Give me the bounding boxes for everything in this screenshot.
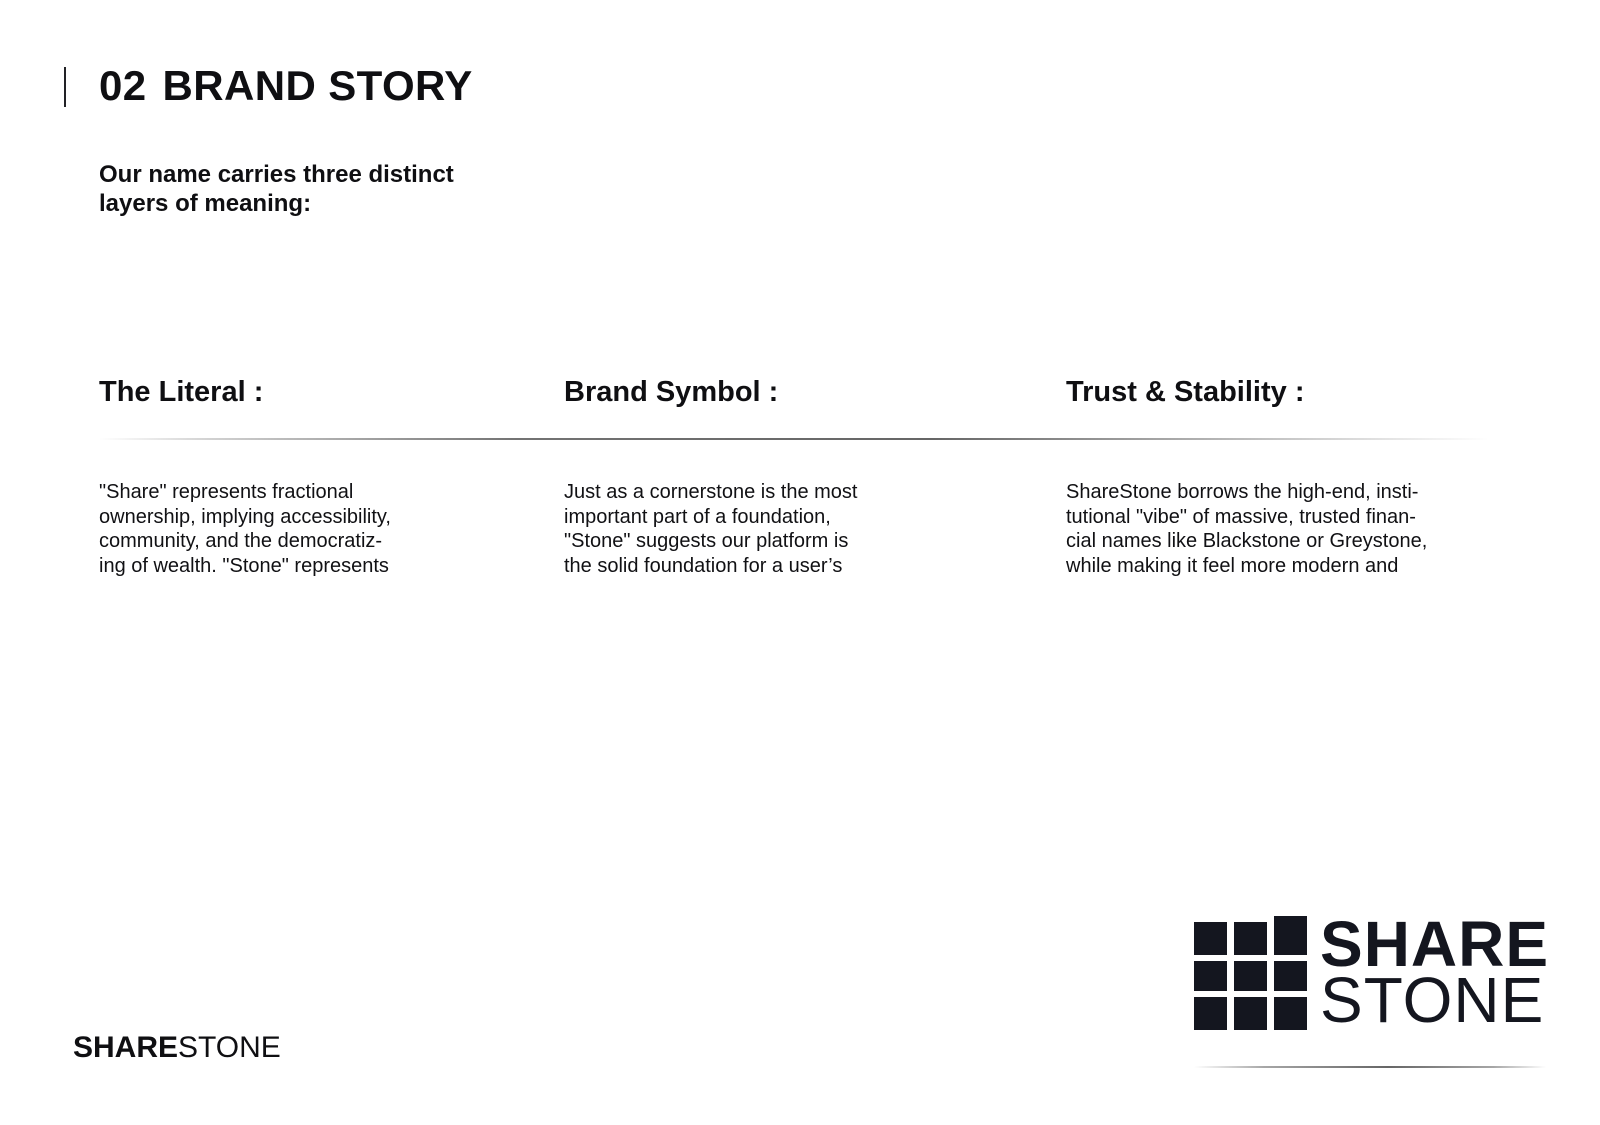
- logo-wordmark: [1320, 908, 1550, 1036]
- logo-underline: [1194, 1066, 1546, 1068]
- stone-grid-icon: [1194, 916, 1307, 1030]
- meaning-column-brand-symbol: [564, 374, 964, 577]
- column-heading: The Literal :: [99, 376, 264, 408]
- intro-text: Our name carries three distinct layers of meaning:: [99, 161, 454, 217]
- footer-wordmark: [73, 1030, 281, 1066]
- column-body: ShareStone borrows the high-end, insti- tutional "vibe" of massive, trusted finan- cial names like Blackstone or Greystone, while making it feel more modern and: [1066, 481, 1428, 577]
- footer-wordmark-bold: SHARE: [73, 1031, 179, 1064]
- section-title-text: BRAND STORY: [162, 62, 473, 109]
- page-title: [99, 62, 473, 110]
- meaning-column-trust-stability: [1066, 374, 1506, 577]
- section-number: 02: [99, 62, 147, 109]
- meaning-column-literal: [99, 374, 499, 577]
- logo-line-share: SHARE: [1320, 908, 1550, 980]
- footer-wordmark-light: STONE: [178, 1031, 281, 1064]
- column-body: Just as a cornerstone is the most important part of a foundation, "Stone" suggests our platform is the solid foundation for a user’s: [564, 481, 858, 577]
- section-marker-bar: [64, 67, 66, 107]
- column-body: "Share" represents fractional ownership, implying accessibility, community, and the democratiz- ing of wealth. "Stone" represents: [99, 481, 391, 577]
- columns-divider: [99, 438, 1489, 440]
- logo-line-stone: STONE: [1320, 964, 1545, 1036]
- column-heading: Brand Symbol :: [564, 376, 779, 408]
- column-heading: Trust & Stability :: [1066, 376, 1305, 408]
- sharestone-logo: [1194, 908, 1550, 1036]
